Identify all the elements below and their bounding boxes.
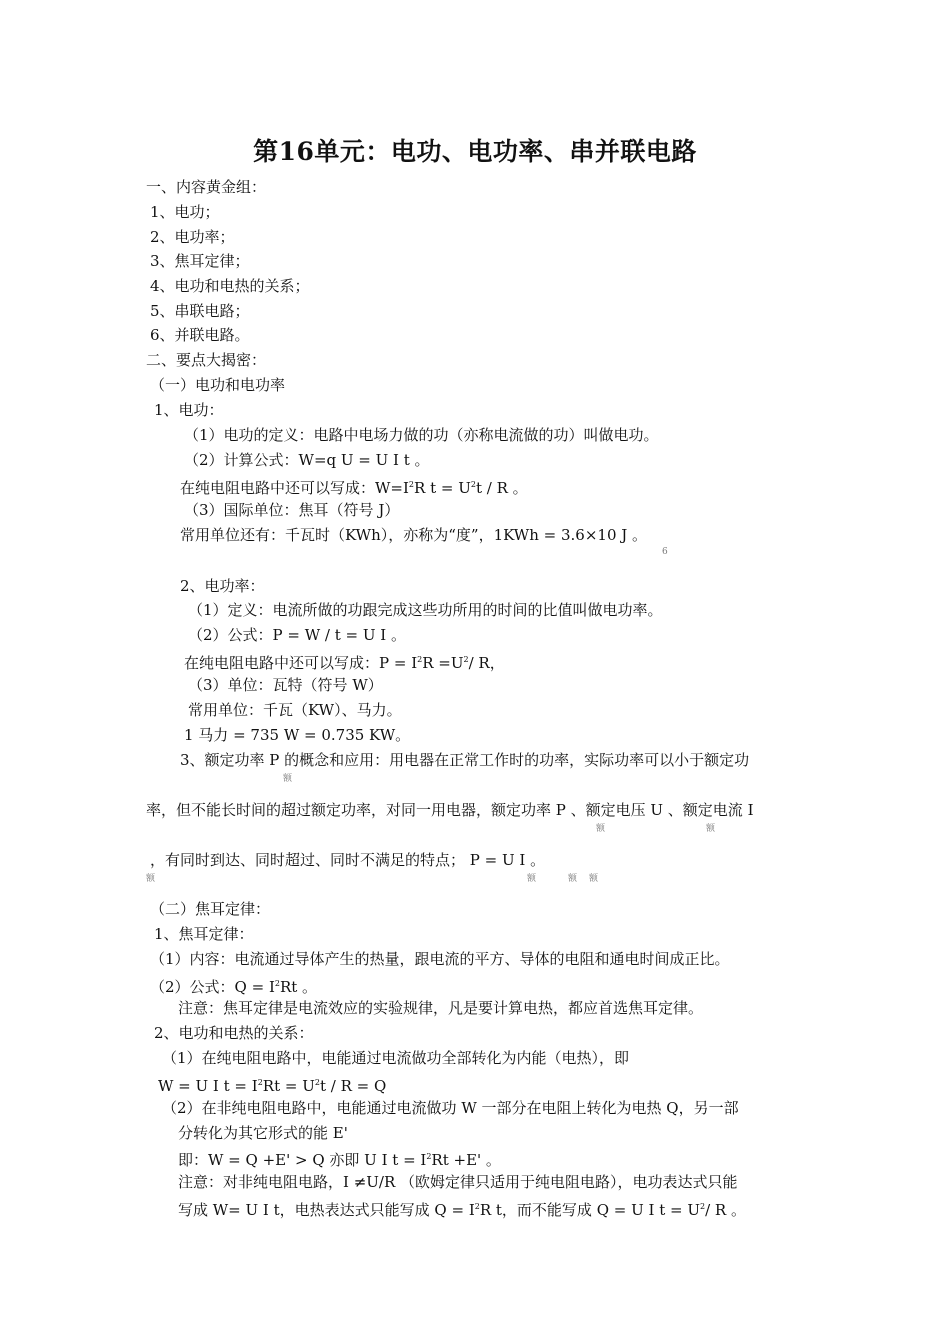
superscript: 2	[417, 655, 423, 664]
paragraph-line: （2）计算公式：W=q U = U I t 。	[184, 451, 430, 469]
text: / R 。	[705, 1201, 746, 1219]
paragraph-line: （1）内容：电流通过导体产生的热量，跟电流的平方、导体的电阻和通电时间成正比。	[150, 950, 730, 968]
subscript-label: 额	[589, 874, 599, 884]
list-item: 1、电功；	[150, 203, 220, 221]
subsection-heading: （一）电功和电功率	[150, 376, 286, 394]
text: W = U I t = I	[158, 1077, 258, 1095]
superscript: 2	[474, 1202, 480, 1211]
formula-line	[158, 1074, 386, 1095]
paragraph-line: （1）在纯电阻电路中，电能通过电流做功全部转化为内能（电热），即	[162, 1049, 630, 1067]
formula-line	[180, 476, 528, 497]
paragraph-line: 1 马力 = 735 W = 0.735 KW。	[184, 726, 411, 744]
paragraph-line: （2）公式：P = W / t = U I 。	[188, 626, 406, 644]
formula-line	[184, 651, 505, 672]
subscript-label: 额	[568, 874, 578, 884]
text: R =U	[422, 654, 464, 672]
text: 在纯电阻电路中还可以写成：P = I	[184, 654, 418, 672]
superscript: 2	[463, 655, 469, 664]
list-item: 6、并联电路。	[150, 326, 250, 344]
exponent-label: 6	[662, 547, 668, 557]
paragraph-line: 2、电功和电热的关系：	[154, 1024, 314, 1042]
subscript-label: 额	[527, 874, 537, 884]
superscript: 2	[426, 1152, 432, 1161]
paragraph-line: 2、电功率：	[180, 577, 265, 595]
text: 在纯电阻电路中还可以写成：W=I	[180, 479, 409, 497]
text: Rt = U	[262, 1077, 315, 1095]
paragraph-line: （1）定义：电流所做的功跟完成这些功所用的时间的比值叫做电功率。	[188, 601, 663, 619]
text: 即：W = Q +E' > Q 亦即 U I t = I	[178, 1151, 427, 1169]
subscript-label: 额	[596, 824, 606, 834]
text: t / R 。	[475, 479, 528, 497]
text: / R，	[468, 654, 505, 672]
superscript: 2	[699, 1202, 706, 1211]
formula-line	[150, 975, 317, 996]
formula-line	[178, 1148, 501, 1169]
subscript-label: 额	[706, 824, 716, 834]
paragraph-line: 常用单位还有：千瓦时（KWh），亦称为“度”，1KWh = 3.6×10 J 。	[180, 526, 648, 544]
text: （2）公式：Q = I	[150, 978, 275, 996]
paragraph-line: （2）在非纯电阻电路中，电能通过电流做功 W 一部分在电阻上转化为电热 Q，另一部	[162, 1099, 739, 1117]
superscript: 2	[408, 480, 415, 489]
subscript-label: 额	[146, 874, 156, 884]
superscript: 2	[470, 480, 476, 489]
list-item: 2、电功率；	[150, 228, 235, 246]
text: t / R = Q	[319, 1077, 387, 1095]
paragraph-line: （3）国际单位：焦耳（符号 J）	[184, 501, 400, 519]
list-item: 4、电功和电热的关系；	[150, 277, 310, 295]
text: 写成 W= U I t，电热表达式只能写成 Q = I	[178, 1201, 475, 1219]
text: R t = U	[414, 479, 471, 497]
paragraph-line: 3、额定功率 P 的概念和应用：用电器在正常工作时的功率，实际功率可以小于额定功	[180, 751, 750, 769]
paragraph-line: 1、焦耳定律：	[154, 925, 254, 943]
paragraph-line: （3）单位：瓦特（符号 W）	[188, 676, 383, 694]
page-title: 第16单元：电功、电功率、串并联电路	[253, 137, 697, 166]
subscript-label: 额	[283, 774, 293, 784]
section-heading-1: 一、内容黄金组：	[146, 178, 267, 196]
list-item: 3、焦耳定律；	[150, 252, 250, 270]
superscript: 2	[274, 979, 280, 988]
superscript: 2	[257, 1078, 263, 1087]
list-item: 5、串联电路；	[150, 302, 250, 320]
text: Rt 。	[279, 978, 318, 996]
text: Rt +E' 。	[431, 1151, 501, 1169]
formula-line	[178, 1198, 746, 1219]
section-heading-2: 二、要点大揭密：	[146, 351, 267, 369]
paragraph-line: 率，但不能长时间的超过额定功率，对同一用电器，额定功率 P 、额定电压 U 、额定电流 I	[146, 801, 754, 819]
paragraph-line: 注意：焦耳定律是电流效应的实验规律，凡是要计算电热，都应首选焦耳定律。	[178, 999, 704, 1017]
paragraph-line: 1、电功：	[154, 401, 224, 419]
paragraph-line: 常用单位：千瓦（KW）、马力。	[188, 701, 402, 719]
text: R t，而不能写成 Q = U I t = U	[479, 1201, 700, 1219]
subsection-heading: （二）焦耳定律：	[150, 900, 271, 918]
paragraph-line: （1）电功的定义：电路中电场力做的功（亦称电流做的功）叫做电功。	[184, 426, 659, 444]
paragraph-line: 分转化为其它形式的能 E'	[178, 1124, 348, 1142]
paragraph-line: ，有同时到达、同时超过、同时不满足的特点； P = U I 。	[150, 851, 546, 869]
paragraph-line: 注意：对非纯电阻电路，I ≠U/R （欧姆定律只适用于纯电阻电路），电功表达式只能	[178, 1173, 738, 1191]
superscript: 2	[314, 1078, 320, 1087]
